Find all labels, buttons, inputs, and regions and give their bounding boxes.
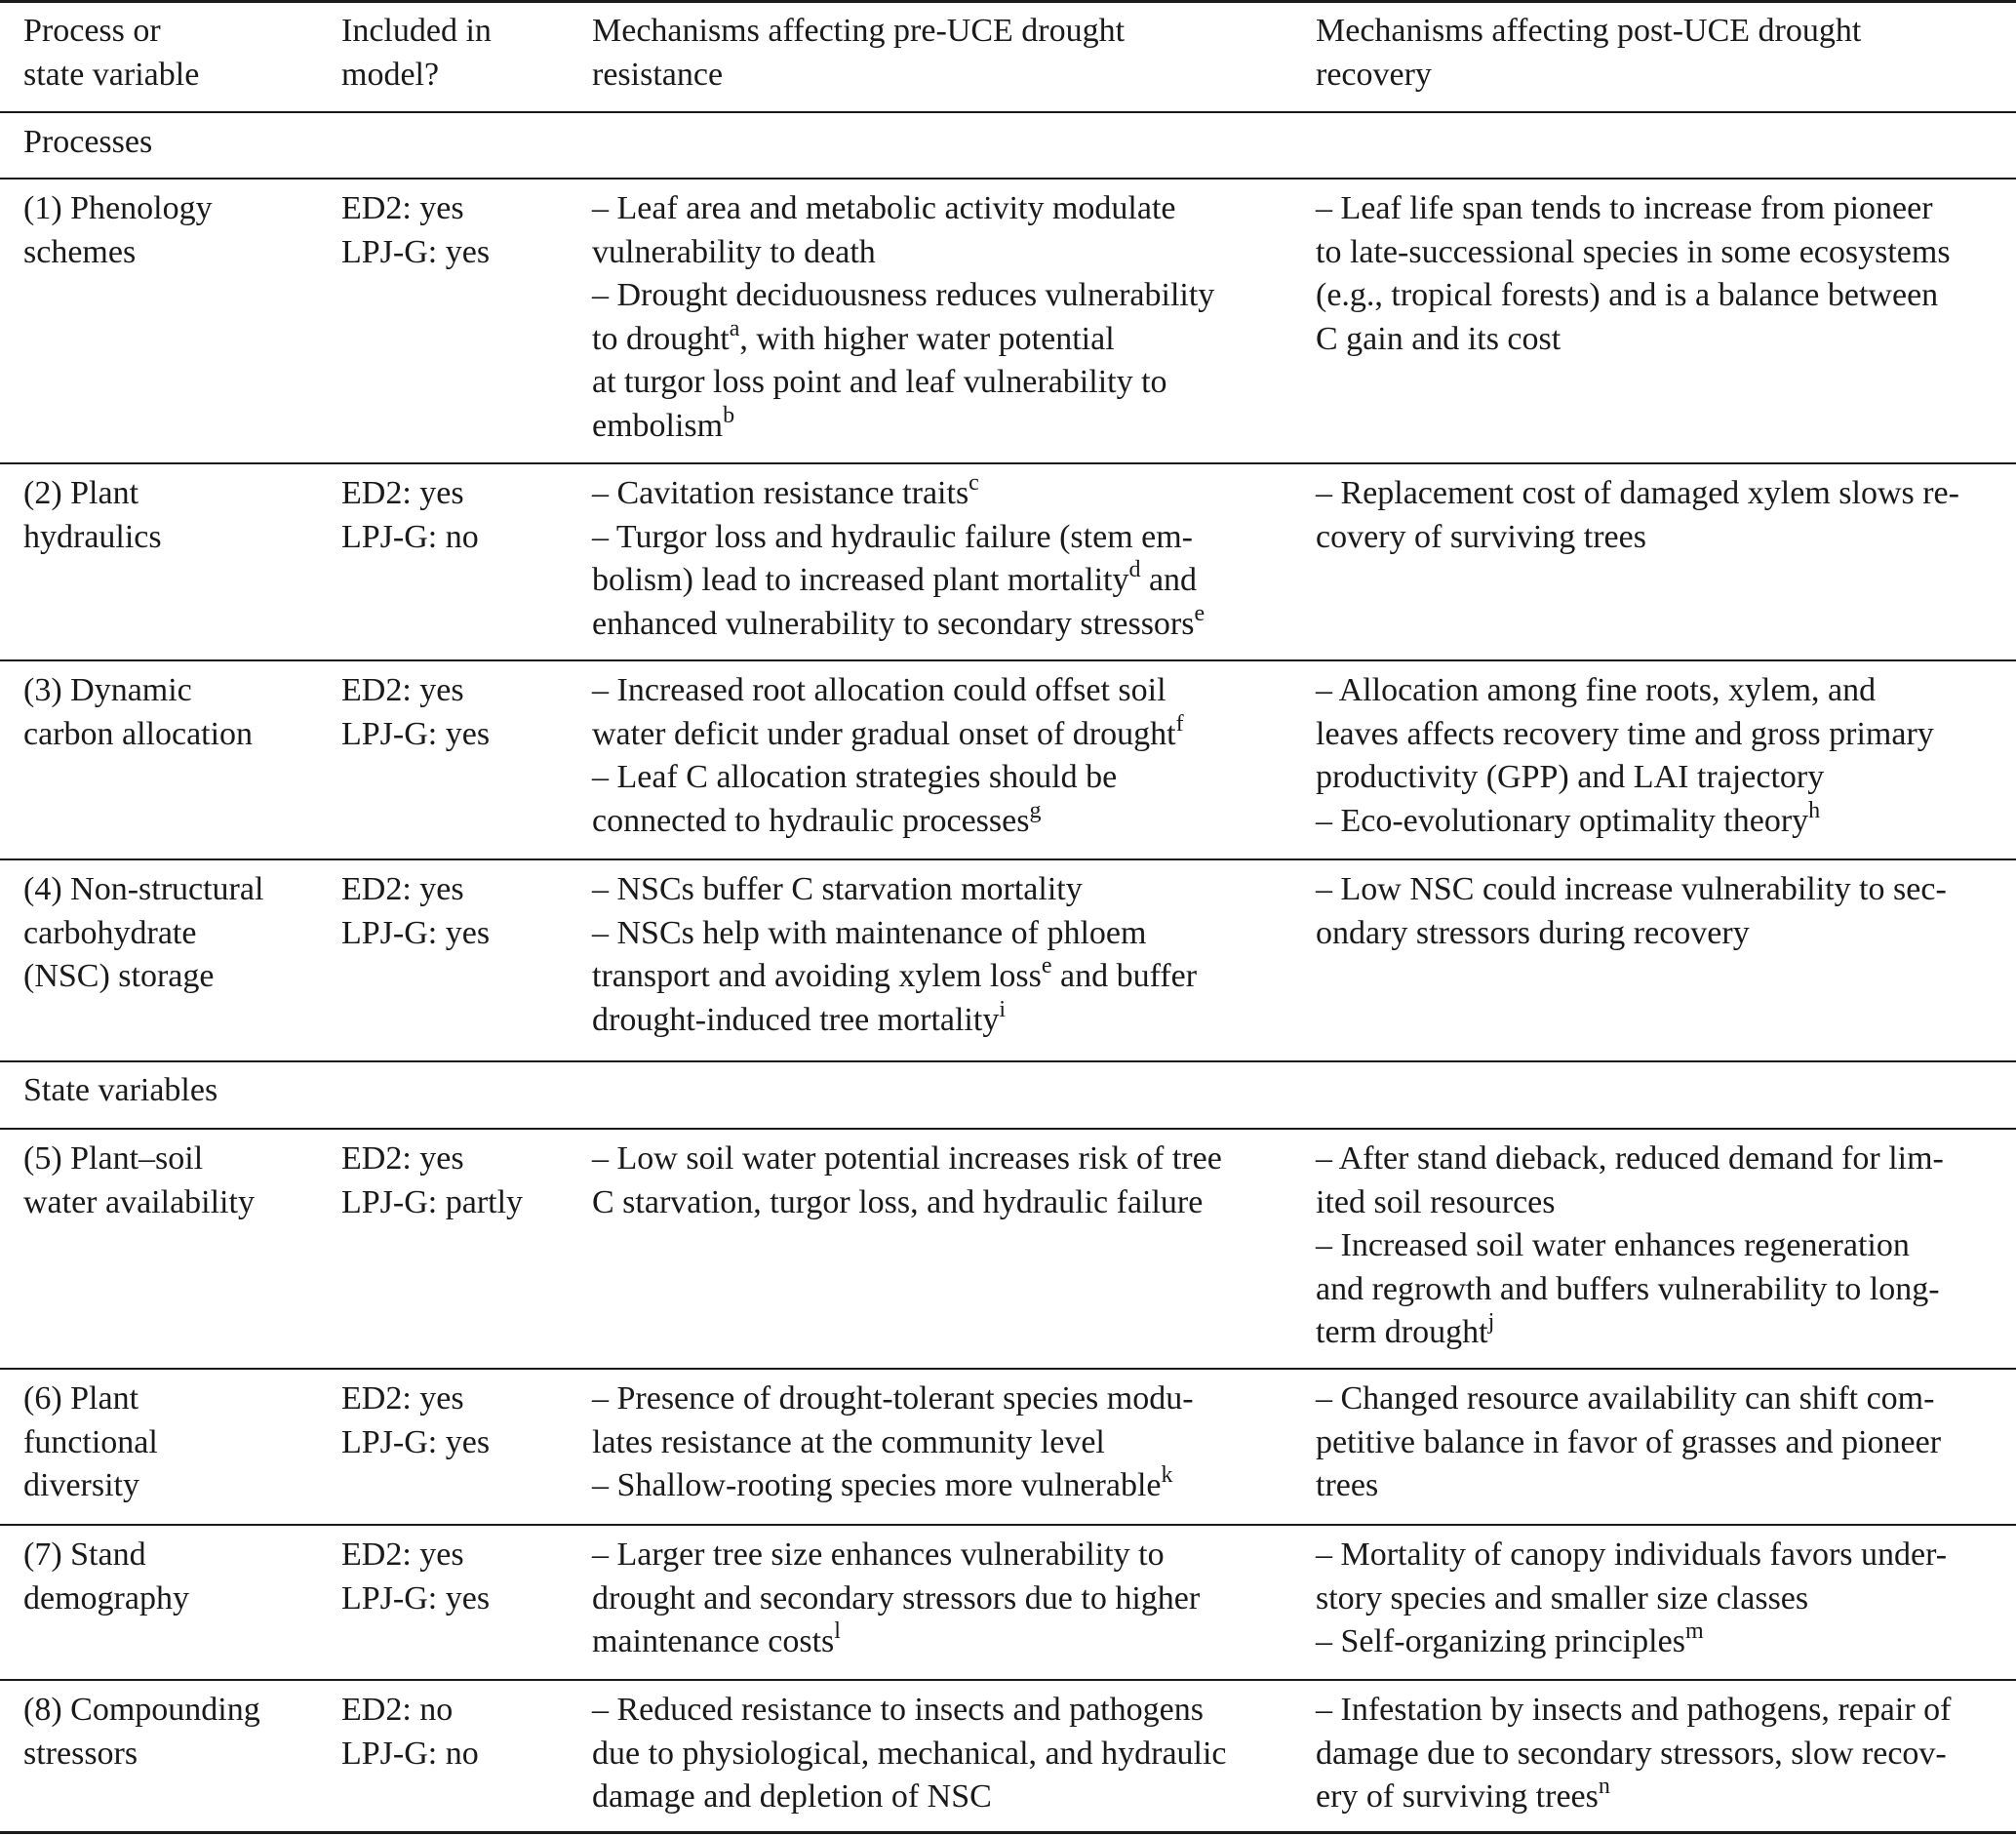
footnote-marker: b [723, 402, 735, 428]
post-uce-line [1316, 1377, 1941, 1421]
row-pre-uce-mechanisms [592, 669, 1184, 843]
row-post-uce-mechanisms [1316, 1377, 1941, 1508]
pre-uce-line-text: – Low soil water potential increases risk of tree [592, 1140, 1222, 1177]
row-process-name [23, 472, 162, 559]
pre-uce-line-text: vulnerability to death [592, 233, 876, 270]
post-uce-line-text: damage due to secondary stressors, slow recov- [1316, 1735, 1947, 1772]
header-included [341, 10, 492, 97]
post-uce-line [1316, 231, 1951, 275]
pre-uce-line [592, 912, 1197, 956]
pre-uce-line-text: C starvation, turgor loss, and hydraulic failure [592, 1183, 1204, 1220]
pre-uce-line [592, 1464, 1194, 1508]
post-uce-line [1316, 187, 1951, 231]
post-uce-line-text: – Leaf life span tends to increase from pioneer [1316, 190, 1933, 226]
pre-uce-line [592, 274, 1214, 318]
post-uce-line [1316, 1776, 1951, 1819]
pre-uce-line [592, 1577, 1200, 1621]
process-name-line: (8) Compounding [23, 1692, 260, 1728]
header-pre-line: Mechanisms affecting pre-UCE drought [592, 13, 1126, 49]
post-uce-line [1316, 1577, 1947, 1621]
header-process [23, 10, 199, 97]
post-uce-line [1316, 1138, 1944, 1181]
pre-uce-line-text: – Cavitation resistance traits [592, 475, 969, 511]
row-post-uce-mechanisms [1316, 187, 1951, 361]
row-post-uce-mechanisms [1316, 868, 1947, 955]
model-inclusion-line: ED2: yes [341, 475, 464, 511]
section-processes: Processes [23, 124, 153, 160]
pre-uce-line [592, 1138, 1222, 1181]
process-name-line: (2) Plant [23, 475, 139, 511]
post-uce-line [1316, 318, 1951, 362]
post-uce-line-text: ery of surviving trees [1316, 1778, 1599, 1815]
footnote-marker: k [1161, 1462, 1173, 1488]
post-uce-line-text: productivity (GPP) and LAI trajectory [1316, 759, 1825, 795]
process-name-line: schemes [23, 233, 137, 270]
footnote-marker: c [968, 470, 979, 496]
model-inclusion-line: LPJ-G: no [341, 518, 479, 555]
processes-rule [0, 178, 2016, 180]
pre-uce-line-text: – Presence of drought-tolerant species modu- [592, 1380, 1194, 1417]
process-name-line: hydraulics [23, 518, 162, 555]
footnote-marker: a [729, 315, 740, 341]
row-post-uce-mechanisms [1316, 1138, 1944, 1355]
row-pre-uce-mechanisms [592, 868, 1197, 1042]
model-inclusion-line: LPJ-G: yes [341, 233, 491, 270]
pre-uce-line-tail: , with higher water potential [739, 320, 1115, 357]
row3-rule [0, 858, 2016, 860]
row-included-in-model [341, 868, 490, 955]
header-included-line: Included in [341, 13, 492, 49]
pre-uce-line [592, 797, 1184, 844]
post-uce-line [1316, 1534, 1947, 1577]
model-inclusion-line: LPJ-G: yes [341, 1423, 491, 1460]
post-uce-line-text: – Increased soil water enhances regeneration [1316, 1227, 1910, 1263]
row-post-uce-mechanisms [1316, 472, 1959, 559]
pre-uce-line-text: – Larger tree size enhances vulnerability to [592, 1537, 1165, 1573]
row-pre-uce-mechanisms [592, 187, 1214, 448]
model-inclusion-line: LPJ-G: no [341, 1735, 479, 1772]
post-uce-line [1316, 516, 1959, 560]
post-uce-line-text: covery of surviving trees [1316, 518, 1646, 555]
pre-uce-line [592, 516, 1205, 560]
process-name-line: (7) Stand [23, 1537, 146, 1573]
post-uce-line-text: trees [1316, 1467, 1379, 1503]
row-pre-uce-mechanisms [592, 472, 1205, 646]
row-included-in-model [341, 472, 479, 559]
footnote-marker: h [1808, 797, 1821, 823]
pre-uce-line [592, 996, 1197, 1043]
pre-uce-line [592, 710, 1184, 757]
header-rule [0, 111, 2016, 113]
process-name-line: demography [23, 1579, 189, 1616]
model-inclusion-line: ED2: yes [341, 1140, 464, 1177]
pre-uce-line-text: damage and depletion of NSC [592, 1778, 992, 1815]
state-variables-rule [0, 1128, 2016, 1130]
post-uce-line-text: to late-successional species in some ecosystems [1316, 233, 1951, 270]
footnote-marker: i [999, 996, 1006, 1022]
process-name-line: (5) Plant–soil [23, 1140, 204, 1177]
row-process-name [23, 1534, 189, 1620]
footnote-marker: d [1128, 557, 1141, 582]
row-process-name [23, 187, 213, 274]
model-inclusion-line: ED2: yes [341, 672, 464, 708]
pre-uce-line-text: due to physiological, mechanical, and hydraulic [592, 1735, 1227, 1772]
top-rule [0, 0, 2016, 3]
post-uce-line-text: – Low NSC could increase vulnerability to sec- [1316, 871, 1947, 907]
model-inclusion-line: ED2: yes [341, 190, 464, 226]
pre-uce-line [592, 669, 1184, 713]
pre-uce-line [592, 600, 1206, 647]
post-uce-line-text: – Allocation among fine roots, xylem, and [1316, 672, 1877, 708]
process-name-line: water availability [23, 1183, 255, 1220]
footnote-marker: j [1487, 1309, 1495, 1335]
model-inclusion-line: LPJ-G: partly [341, 1183, 524, 1220]
post-uce-line-text: term drought [1316, 1314, 1488, 1350]
post-uce-line [1316, 1464, 1941, 1508]
pre-uce-line [592, 187, 1214, 231]
row-process-name [23, 1377, 158, 1508]
pre-uce-line-text: at turgor loss point and leaf vulnerability to [592, 364, 1167, 400]
post-uce-line-text: and regrowth and buffers vulnerability to long- [1316, 1270, 1940, 1307]
post-uce-line [1316, 274, 1951, 318]
post-uce-line [1316, 669, 1934, 713]
pre-uce-line [592, 361, 1214, 405]
row-pre-uce-mechanisms [592, 1377, 1194, 1508]
process-name-line: (3) Dynamic [23, 672, 192, 708]
header-post-line: recovery [1316, 56, 1432, 93]
model-inclusion-line: LPJ-G: yes [341, 914, 491, 951]
pre-uce-line-text: – Reduced resistance to insects and pathogens [592, 1692, 1204, 1728]
post-uce-line [1316, 713, 1934, 757]
pre-uce-line [592, 955, 1197, 999]
row-process-name [23, 868, 263, 999]
pre-uce-line-text: – NSCs buffer C starvation mortality [592, 871, 1083, 907]
row7-rule [0, 1679, 2016, 1681]
row-post-uce-mechanisms [1316, 1534, 1947, 1664]
footnote-marker: e [1041, 953, 1052, 978]
pre-uce-line [592, 402, 1214, 449]
row-pre-uce-mechanisms [592, 1689, 1227, 1819]
post-uce-line-text: – Self-organizing principles [1316, 1623, 1685, 1659]
row2-rule [0, 659, 2016, 661]
post-uce-line-text: petitive balance in favor of grasses and pioneer [1316, 1423, 1942, 1460]
pre-uce-line [592, 1421, 1194, 1465]
pre-uce-line-text: connected to hydraulic processes [592, 802, 1030, 839]
header-included-line: model? [341, 56, 440, 93]
post-uce-line [1316, 912, 1947, 956]
row-included-in-model [341, 187, 490, 274]
post-uce-line-text: story species and smaller size classes [1316, 1579, 1809, 1616]
process-name-line: stressors [23, 1735, 138, 1772]
post-uce-line [1316, 756, 1934, 800]
pre-uce-line-text: embolism [592, 407, 724, 444]
pre-uce-line [592, 1733, 1227, 1776]
header-process-line: Process or [23, 13, 161, 49]
post-uce-line [1316, 1733, 1951, 1776]
model-inclusion-line: ED2: no [341, 1692, 454, 1728]
row-included-in-model [341, 1689, 479, 1776]
bottom-rule [0, 1831, 2016, 1834]
row-included-in-model [341, 1534, 490, 1620]
row-pre-uce-mechanisms [592, 1534, 1200, 1664]
pre-uce-line-text: – NSCs help with maintenance of phloem [592, 914, 1147, 951]
header-process-line: state variable [23, 56, 200, 93]
pre-uce-line [592, 559, 1205, 603]
model-inclusion-line: LPJ-G: yes [341, 715, 491, 752]
pre-uce-line-text: lates resistance at the community level [592, 1423, 1105, 1460]
pre-uce-line-text: – Leaf C allocation strategies should be [592, 759, 1118, 795]
pre-uce-line-text: enhanced vulnerability to secondary stressors [592, 605, 1195, 642]
header-post-uce [1316, 10, 1861, 97]
pre-uce-line-text: – Shallow-rooting species more vulnerable [592, 1467, 1162, 1503]
header-pre-line: resistance [592, 56, 724, 93]
post-uce-line-text: ited soil resources [1316, 1183, 1556, 1220]
pre-uce-line [592, 315, 1214, 362]
pre-uce-line [592, 1689, 1227, 1733]
post-uce-line-text: (e.g., tropical forests) and is a balance between [1316, 277, 1939, 313]
model-inclusion-line: ED2: yes [341, 871, 464, 907]
row-process-name [23, 669, 253, 756]
process-name-line: (1) Phenology [23, 190, 213, 226]
model-inclusion-line: LPJ-G: yes [341, 1579, 491, 1616]
post-uce-line [1316, 797, 1934, 844]
post-uce-line [1316, 1224, 1944, 1268]
pre-uce-line-tail: and buffer [1051, 958, 1198, 994]
pre-uce-line-text: drought-induced tree mortality [592, 1001, 1000, 1038]
row-pre-uce-mechanisms [592, 1138, 1222, 1224]
header-pre-uce [592, 10, 1125, 97]
footnote-marker: f [1175, 710, 1184, 737]
pre-uce-line-text: transport and avoiding xylem loss [592, 958, 1042, 994]
section-state-variables: State variables [23, 1072, 218, 1108]
post-uce-line-text: – Changed resource availability can shift com- [1316, 1380, 1935, 1417]
process-name-line: functional [23, 1423, 158, 1460]
pre-uce-line-text: – Leaf area and metabolic activity modulate [592, 190, 1176, 226]
post-uce-line [1316, 1268, 1944, 1312]
pre-uce-line [592, 1534, 1200, 1577]
post-uce-line [1316, 472, 1959, 516]
row-included-in-model [341, 1138, 523, 1224]
process-name-line: (4) Non-structural [23, 871, 264, 907]
post-uce-line-text: – Replacement cost of damaged xylem slows re- [1316, 475, 1959, 511]
pre-uce-line [592, 472, 1205, 516]
pre-uce-line [592, 1776, 1227, 1819]
pre-uce-line-text: water deficit under gradual onset of drought [592, 715, 1176, 752]
row6-rule [0, 1524, 2016, 1526]
pre-uce-line-text: maintenance costs [592, 1623, 835, 1659]
model-inclusion-line: ED2: yes [341, 1380, 464, 1417]
post-uce-line-text: leaves affects recovery time and gross primary [1316, 715, 1934, 752]
post-uce-line-text: C gain and its cost [1316, 320, 1561, 357]
row1-rule [0, 462, 2016, 464]
pre-uce-line-text: bolism) lead to increased plant mortality [592, 562, 1129, 598]
footnote-marker: m [1684, 1618, 1704, 1644]
footnote-marker: g [1029, 797, 1042, 823]
row5-rule [0, 1368, 2016, 1370]
footnote-marker: l [834, 1618, 841, 1644]
footnote-marker: n [1598, 1774, 1610, 1799]
pre-uce-line-text: – Increased root allocation could offset soil [592, 672, 1166, 708]
row-post-uce-mechanisms [1316, 1689, 1951, 1819]
pre-uce-line [592, 1181, 1222, 1225]
post-uce-line-text: ondary stressors during recovery [1316, 914, 1750, 951]
pre-uce-line [592, 1620, 1200, 1664]
header-post-line: Mechanisms affecting post-UCE drought [1316, 13, 1862, 49]
post-uce-line-text: – Infestation by insects and pathogens, repair of [1316, 1692, 1952, 1728]
post-uce-line [1316, 868, 1947, 912]
row-included-in-model [341, 669, 490, 756]
pre-uce-line [592, 868, 1197, 912]
row-process-name [23, 1689, 260, 1776]
post-uce-line-text: – Mortality of canopy individuals favors under- [1316, 1537, 1948, 1573]
post-uce-line [1316, 1311, 1944, 1355]
post-uce-line [1316, 1181, 1944, 1225]
process-name-line: carbon allocation [23, 715, 254, 752]
post-uce-line [1316, 1620, 1947, 1664]
pre-uce-line-text: – Drought deciduousness reduces vulnerability [592, 277, 1215, 313]
pre-uce-line-tail: and [1140, 562, 1198, 598]
row4-rule [0, 1060, 2016, 1062]
post-uce-line-text: – Eco-evolutionary optimality theory [1316, 802, 1809, 839]
pre-uce-line-text: drought and secondary stressors due to higher [592, 1579, 1201, 1616]
pre-uce-line [592, 1377, 1194, 1421]
pre-uce-line-text: to drought [592, 320, 730, 357]
row-included-in-model [341, 1377, 490, 1464]
process-name-line: (NSC) storage [23, 958, 215, 994]
footnote-marker: e [1194, 600, 1206, 626]
row-process-name [23, 1138, 255, 1224]
post-uce-line-text: – After stand dieback, reduced demand for lim- [1316, 1140, 1944, 1177]
model-inclusion-line: ED2: yes [341, 1537, 464, 1573]
pre-uce-line-text: – Turgor loss and hydraulic failure (stem em- [592, 518, 1194, 555]
post-uce-line [1316, 1421, 1941, 1465]
pre-uce-line [592, 231, 1214, 275]
process-name-line: diversity [23, 1467, 139, 1503]
row-post-uce-mechanisms [1316, 669, 1934, 843]
post-uce-line [1316, 1689, 1951, 1733]
pre-uce-line [592, 756, 1184, 800]
process-name-line: (6) Plant [23, 1380, 139, 1417]
process-name-line: carbohydrate [23, 914, 197, 951]
